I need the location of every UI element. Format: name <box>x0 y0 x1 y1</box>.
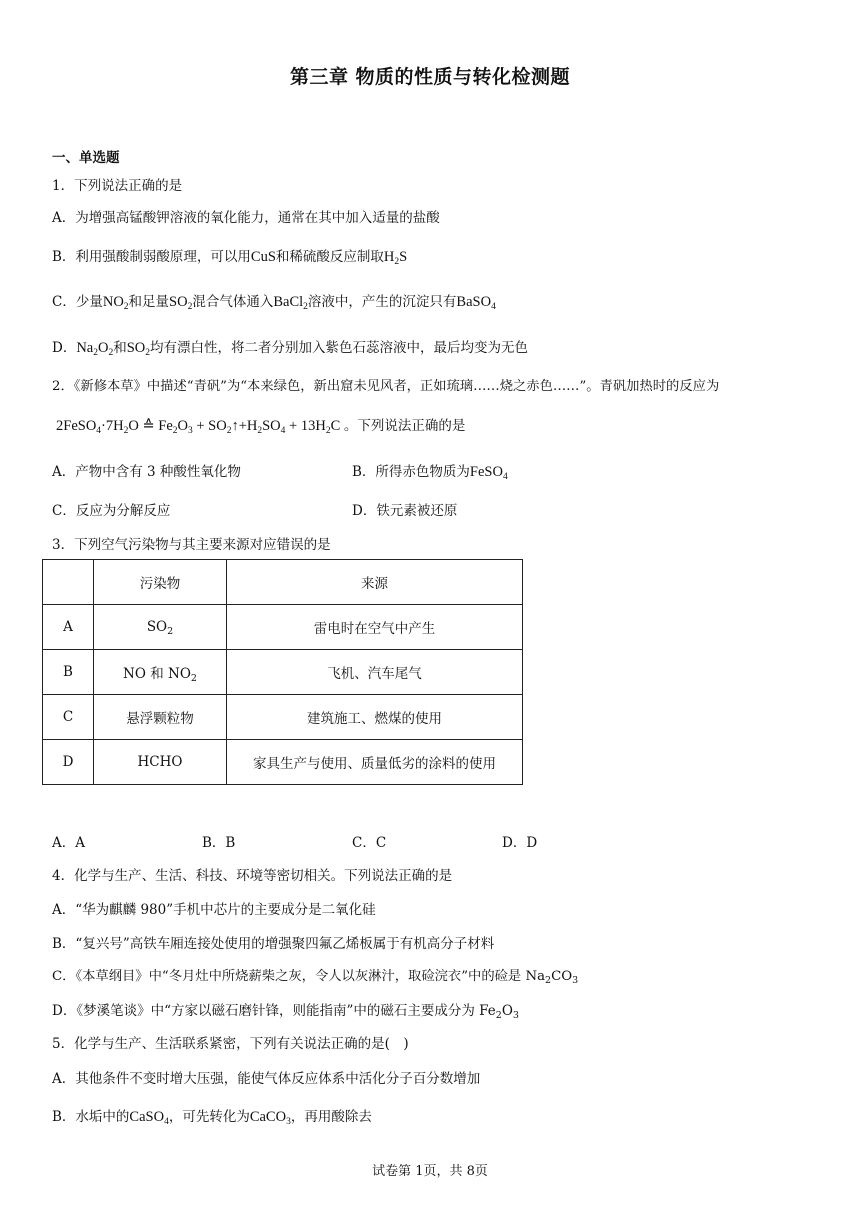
q3-option-b: B．B <box>202 835 236 851</box>
page-footer: 试卷第 1页，共 8页 <box>372 1164 488 1179</box>
source-cell: 家具生产与使用、质量低劣的涂料的使用 <box>227 740 523 785</box>
q2-equation: $2FeSO_4\cdot 7H_2O$ ≙ $Fe_2O_3$ + $SO_2↑+H_2SO_4 + 13H_2C$ <box>56 418 341 436</box>
q4-stem: 4．化学与生产、生活、科技、环境等密切相关。下列说法正确的是 <box>52 868 453 884</box>
q3-stem: 3．下列空气污染物与其主要来源对应错误的是 <box>52 537 331 553</box>
row-label: D <box>43 740 94 785</box>
source-cell: 飞机、汽车尾气 <box>227 650 523 695</box>
table-row <box>43 695 523 740</box>
q3-option-c: C．C <box>352 835 387 851</box>
q1-option-b: B．利用强酸制弱酸原理，可以用CuS和稀硫酸反应制取$H_2S$ <box>52 249 408 267</box>
page-title: 第三章 物质的性质与转化检测题 <box>289 66 571 88</box>
q4-option-c: C．《本草纲目》中“冬月灶中所烧薪柴之灰，令人以灰淋汁，取硷浣衣”中的硷是 $Na_2CO_3$ <box>52 969 579 986</box>
q4-option-d: D．《梦溪笔谈》中“方家以磁石磨针锋，则能指南”中的磁石主要成分为 $Fe_2O_3$ <box>52 1003 519 1021</box>
q2-equation-line: $2FeSO_4\cdot 7H_2O$ ≙ $Fe_2O_3$ + $SO_2↑+H_2SO_4 + 13H_2C$ 。下列说法正确的是 <box>56 418 466 436</box>
q1-stem: 1．下列说法正确的是 <box>52 178 183 194</box>
q2-option-b: B．所得赤色物质为FeSO$_4$ <box>352 464 508 482</box>
table-row <box>43 650 523 695</box>
q2-option-a: A．产物中含有 3 种酸性氧化物 <box>52 464 241 480</box>
row-label: B <box>43 650 94 695</box>
q4-option-b: B．“复兴号”高铁车厢连接处使用的增强聚四氟乙烯板属于有机高分子材料 <box>52 936 495 952</box>
q5-option-a: A．其他条件不变时增大压强，能使气体反应体系中活化分子百分数增加 <box>52 1071 481 1087</box>
q5-stem: 5．化学与生产、生活联系紧密，下列有关说法正确的是( ) <box>52 1036 409 1052</box>
q1-option-d: D．$Na_2O_2$和$SO_2$均有漂白性，将二者分别加入紫色石蕊溶液中，最后均变为无色 <box>52 340 529 358</box>
pollutant-cell: 悬浮颗粒物 <box>94 695 227 740</box>
q2-option-c: C．反应为分解反应 <box>52 503 171 519</box>
q2-stem-line1: 2．《新修本草》中描述“青矾”为“本来绿色，新出窟未见风者，正如琉璃……烧之赤色……”。青矾加热时的反应为 <box>52 379 720 394</box>
section-heading: 一、单选题 <box>52 150 120 166</box>
table-row <box>43 740 523 785</box>
table-header-row <box>43 560 523 605</box>
source-cell: 建筑施工、燃煤的使用 <box>227 695 523 740</box>
q5-option-b: B．水垢中的CaSO$_4$，可先转化为CaCO$_3$，再用酸除去 <box>52 1109 372 1127</box>
pollutant-cell: NO 和 $NO_2$ <box>94 650 227 695</box>
source-cell: 雷电时在空气中产生 <box>227 605 523 650</box>
q3-option-d: D．D <box>502 835 538 851</box>
table-row <box>43 605 523 650</box>
q1-option-a: A．为增强高锰酸钾溶液的氧化能力，通常在其中加入适量的盐酸 <box>52 210 440 226</box>
table-header-cell: 来源 <box>227 560 523 605</box>
q3-option-a: A．A <box>52 835 85 851</box>
row-label: A <box>43 605 94 650</box>
q4-option-a: A．“华为麒麟 980”手机中芯片的主要成分是二氧化硅 <box>52 902 376 918</box>
row-label: C <box>43 695 94 740</box>
table-header-cell: 污染物 <box>94 560 227 605</box>
pollutant-cell: HCHO <box>94 740 227 785</box>
table-header-cell <box>43 560 94 605</box>
q2-option-d: D．铁元素被还原 <box>352 503 458 519</box>
q3-table <box>42 559 523 785</box>
pollutant-cell: $SO_2$ <box>94 605 227 650</box>
q1-option-c: C．少量$NO_2$和足量$SO_2$混合气体通入BaCl$_2$溶液中，产生的沉淀只有BaSO$_4$ <box>52 294 496 312</box>
